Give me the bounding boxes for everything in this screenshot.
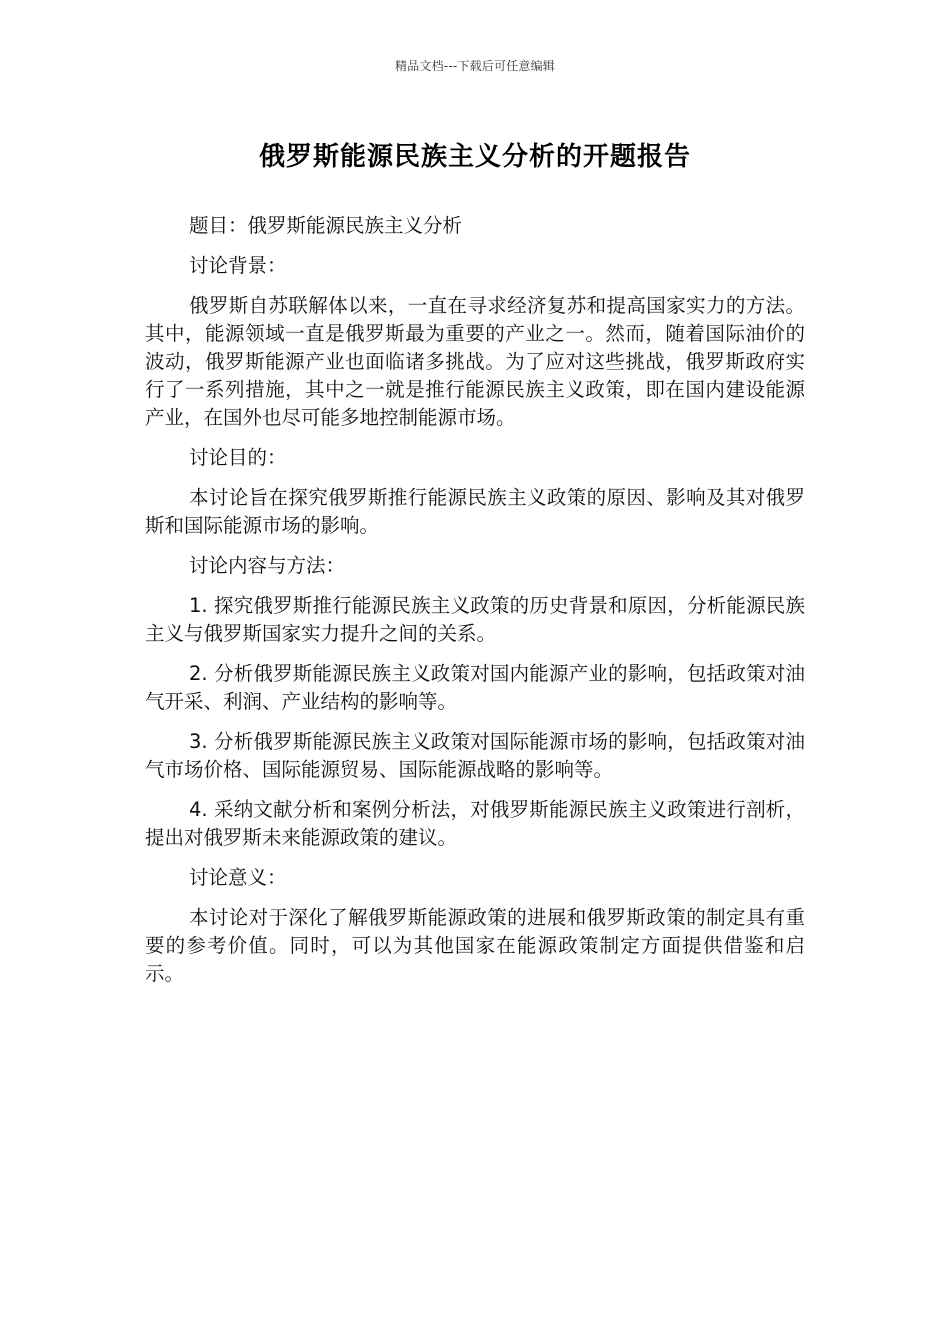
section-heading-significance: 讨论意义： <box>189 866 287 889</box>
purpose-paragraph: 本讨论旨在探究俄罗斯推行能源民族主义政策的原因、影响及其对俄罗斯和国际能源市场的影响。 <box>145 486 805 537</box>
significance-paragraph: 本讨论对于深化了解俄罗斯能源政策的进展和俄罗斯政策的制定具有重要的参考价值。同时，可以为其他国家在能源政策制定方面提供借鉴和启示。 <box>145 906 805 985</box>
header-note: 精品文档---下载后可任意编辑 <box>395 59 555 73</box>
section-heading-background: 讨论背景： <box>189 254 287 277</box>
content-item-1: 1. 探究俄罗斯推行能源民族主义政策的历史背景和原因，分析能源民族主义与俄罗斯国家实力提升之间的关系。 <box>145 594 805 645</box>
content-item-4: 4. 采纳文献分析和案例分析法，对俄罗斯能源民族主义政策进行剖析，提出对俄罗斯未来能源政策的建议。 <box>145 798 805 849</box>
content-item-3: 3. 分析俄罗斯能源民族主义政策对国际能源市场的影响，包括政策对油气市场价格、国际能源贸易、国际能源战略的影响等。 <box>145 730 805 781</box>
document-title: 俄罗斯能源民族主义分析的开题报告 <box>258 142 691 172</box>
document-body <box>145 212 805 1000</box>
section-heading-purpose: 讨论目的： <box>189 446 287 469</box>
background-paragraph: 俄罗斯自苏联解体以来，一直在寻求经济复苏和提高国家实力的方法。其中，能源领域一直是俄罗斯最为重要的产业之一。然而，随着国际油价的波动，俄罗斯能源产业也面临诸多挑战。为了应对这些挑战，俄罗斯政府实行了一系列措施，其中之一就是推行能源民族主义政策，即在国内建设能源产业，在国外也尽可能多地控制能源市场。 <box>145 294 805 429</box>
topic-line: 题目：俄罗斯能源民族主义分析 <box>189 214 463 237</box>
section-heading-content-method: 讨论内容与方法： <box>189 554 346 577</box>
content-item-2: 2. 分析俄罗斯能源民族主义政策对国内能源产业的影响，包括政策对油气开采、利润、产业结构的影响等。 <box>145 662 805 713</box>
